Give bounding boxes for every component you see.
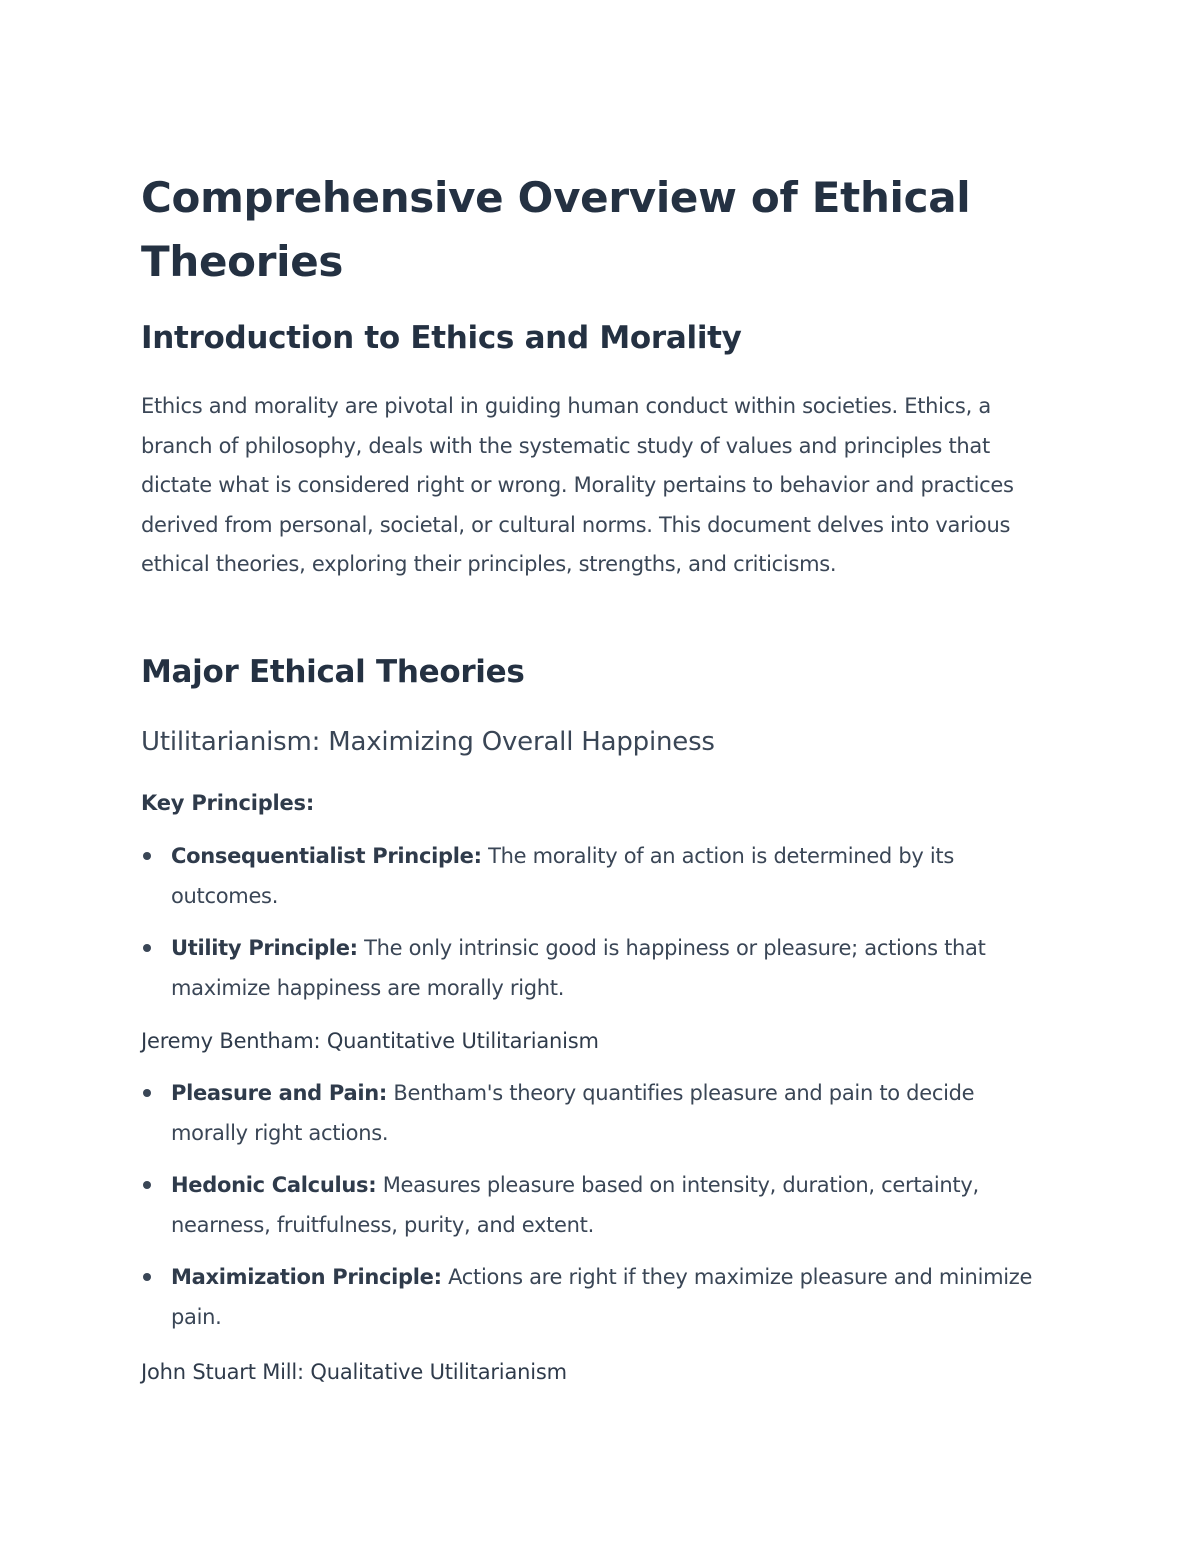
- bentham-heading: Jeremy Bentham: Quantitative Utilitarianism: [141, 1029, 599, 1053]
- bullet-term: Utility Principle:: [171, 936, 358, 961]
- key-principles-list: [141, 837, 1056, 1008]
- list-item: [141, 1166, 1056, 1245]
- bullet-term: Hedonic Calculus:: [171, 1173, 377, 1198]
- key-principles-label: Key Principles:: [141, 791, 315, 815]
- mill-heading: John Stuart Mill: Qualitative Utilitarianism: [141, 1360, 567, 1384]
- bullet-text: Bentham's theory quantifies pleasure and pain to decide morally right actions.: [171, 1081, 975, 1145]
- bullet-text: Measures pleasure based on intensity, duration, certainty, nearness, fruitfulness, purity, and extent.: [171, 1173, 979, 1237]
- bullet-term: Consequentialist Principle:: [171, 844, 482, 868]
- bullet-icon: [143, 1273, 151, 1281]
- bullet-text: The morality of an action is determined by its outcomes.: [171, 844, 954, 908]
- bullet-term: Pleasure and Pain:: [171, 1081, 387, 1105]
- bullet-text: Actions are right if they maximize pleasure and minimize pain.: [171, 1265, 1033, 1329]
- bullet-icon: [143, 944, 151, 952]
- bullet-icon: [143, 852, 151, 860]
- bullet-icon: [143, 1089, 151, 1097]
- bullet-text: The only intrinsic good is happiness or pleasure; actions that maximize happiness are morally right.: [171, 936, 986, 1000]
- list-item: [141, 1074, 1056, 1153]
- list-item: [141, 837, 1056, 916]
- bullet-term: Maximization Principle:: [171, 1265, 442, 1290]
- intro-paragraph: Ethics and morality are pivotal in guiding human conduct within societies. Ethics, a branch of philosophy, deals with the systematic study of values and principles that dictate what is considered right or wrong. Morality pertains to behavior and practices derived from personal, societal, or cultural norms. This document delves into various ethical theories, exploring their principles, strengths, and criticisms.: [141, 394, 1014, 577]
- list-item: [141, 1258, 1056, 1337]
- bentham-list: [141, 1074, 1056, 1338]
- utilitarianism-heading: Utilitarianism: Maximizing Overall Happiness: [141, 727, 715, 757]
- bullet-icon: [143, 1181, 151, 1189]
- intro-heading: Introduction to Ethics and Morality: [141, 320, 742, 356]
- list-item: [141, 929, 1056, 1008]
- major-theories-heading: Major Ethical Theories: [141, 654, 525, 690]
- document-title: Comprehensive Overview of Ethical Theories: [141, 173, 971, 286]
